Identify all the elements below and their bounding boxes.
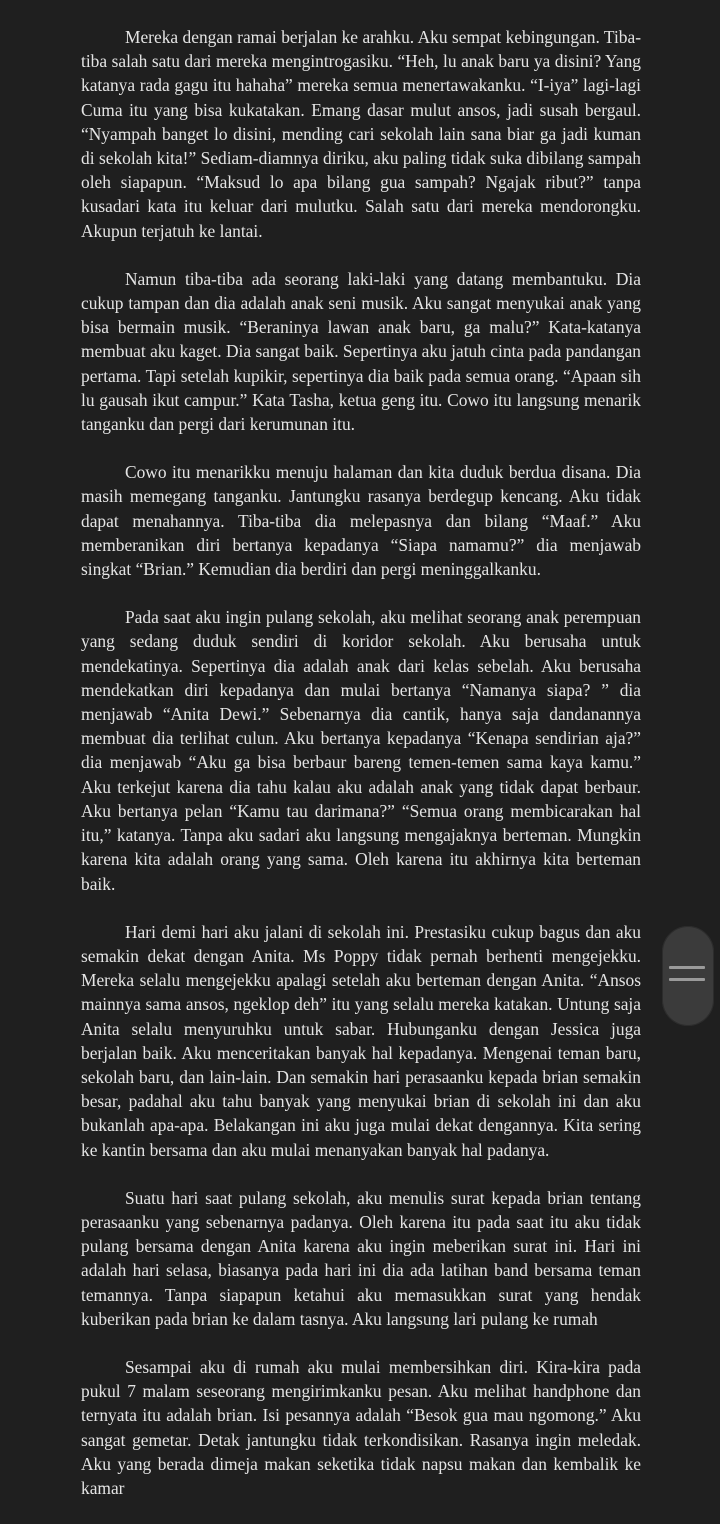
paragraph-3: Cowo itu menarikku menuju halaman dan kita duduk berdua disana. Dia masih memegang tanganku. Jantungku rasanya berdegup kencang. Aku tidak dapat menahannya. Tiba-tiba dia melepasnya dan bilang “Maaf.” Aku memberanikan diri bertanya kepadanya “Siapa namamu?” dia menjawab singkat “Brian.” Kemudian dia berdiri dan pergi meninggalkanku. [81, 462, 641, 580]
paragraph-5: Hari demi hari aku jalani di sekolah ini. Prestasiku cukup bagus dan aku semakin dekat dengan Anita. Ms Poppy tidak pernah berhenti mengejekku. Mereka selalu mengejekku apalagi setelah aku berteman dengan Anita. “Ansos mainnya sama ansos, ngeklop deh” itu yang selalu mereka katakan. Untung saja Anita selalu menyuruhku untuk sabar. Hubunganku dengan Jessica juga berjalan baik. Aku menceritakan banyak hal kepadanya. Mengenai teman baru, sekolah baru, dan lain-lain. Dan semakin hari perasaanku kepada brian semakin besar, padahal aku tahu banyak yang menyukai brian di sekolah ini dan aku bukanlah apa-apa. Belakangan ini aku juga mulai dekat dengannya. Kita sering ke kantin bersama dan aku mulai menanyakan banyak hal padanya. [81, 921, 641, 1160]
paragraph-6: Suatu hari saat pulang sekolah, aku menulis surat kepada brian tentang perasaanku yang sebenarnya padanya. Oleh karena itu pada saat itu aku tidak pulang bersama dengan Anita karena aku ingin meberikan surat ini. Hari ini adalah hari selasa, biasanya pada hari ini dia ada latihan band bersama teman temannya. Tanpa siapapun ketahui aku memasukkan surat yang hendak kuberikan pada brian ke dalam tasnya. Aku langsung lari pulang ke rumah [81, 1187, 641, 1329]
paragraph-7: Sesampai aku di rumah aku mulai membersihkan diri. Kira-kira pada pukul 7 malam seseorang mengirimkanku pesan. Aku melihat handphone dan ternyata itu adalah brian. Isi pesannya adalah “Besok gua mau ngomong.” Aku sangat gemetar. Detak jantungku tidak terkondisikan. Rasanya ingin meledak. Aku yang berada dimeja makan seketika tidak napsu makan dan kembalik ke kamar [81, 1356, 641, 1498]
drag-handle-icon [669, 966, 705, 969]
drag-handle-icon [669, 978, 705, 981]
paragraph-4: Pada saat aku ingin pulang sekolah, aku melihat seorang anak perempuan yang sedang duduk sendiri di koridor sekolah. Aku berusaha untuk mendekatinya. Sepertinya dia adalah anak dari kelas sebelah. Aku berusaha mendekatkan diri kepadanya dan mulai bertanya “Namanya siapa? ” dia menjawab “Anita Dewi.” Sebenarnya dia cantik, hanya saja dandanannya membuat dia terlihat culun. Aku bertanya kepadanya “Kenapa sendirian aja?” dia menjawab “Aku ga bisa berbaur bareng temen-temen sama kaya kamu.” Aku terkejut karena dia tahu kalau aku adalah anak yang tidak dapat berbaur. Aku bertanya pelan “Kamu tau darimana?” “Semua orang membicarakan hal itu,” katanya. Tanpa aku sadari aku langsung mengajaknya berteman. Mungkin karena kita adalah orang yang sama. Oleh karena itu akhirnya kita berteman baik. [81, 607, 641, 894]
document-body [81, 25, 641, 1524]
fast-scroll-handle[interactable] [662, 926, 714, 1026]
paragraph-1: Mereka dengan ramai berjalan ke arahku. Aku sempat kebingungan. Tiba-tiba salah satu dari mereka mengintrogasiku. “Heh, lu anak baru ya disini? Yang katanya rada gagu itu hahaha” mereka semua menertawakanku. “I-iya” lagi-lagi Cuma itu yang bisa kukatakan. Emang dasar mulut ansos, jadi susah bergaul. “Nyampah banget lo disini, mending cari sekolah lain sana biar ga jadi kuman di sekolah kita!” Sediam-diamnya diriku, aku paling tidak suka dibilang sampah oleh siapapun. “Maksud lo apa bilang gua sampah? Ngajak ribut?” tanpa kusadari kata itu keluar dari mulutku. Salah satu dari mereka mendorongku. Akupun terjatuh ke lantai. [81, 27, 641, 241]
paragraph-2: Namun tiba-tiba ada seorang laki-laki yang datang membantuku. Dia cukup tampan dan dia adalah anak seni musik. Aku sangat menyukai anak yang bisa bermain musik. “Beraninya lawan anak baru, ga malu?” Kata-katanya membuat aku kaget. Dia sangat baik. Sepertinya aku jatuh cinta pada pandangan pertama. Tapi setelah kupikir, sepertinya dia baik pada semua orang. “Apaan sih lu gausah ikut campur.” Kata Tasha, ketua geng itu. Cowo itu langsung menarik tanganku dan pergi dari kerumunan itu. [81, 268, 641, 435]
